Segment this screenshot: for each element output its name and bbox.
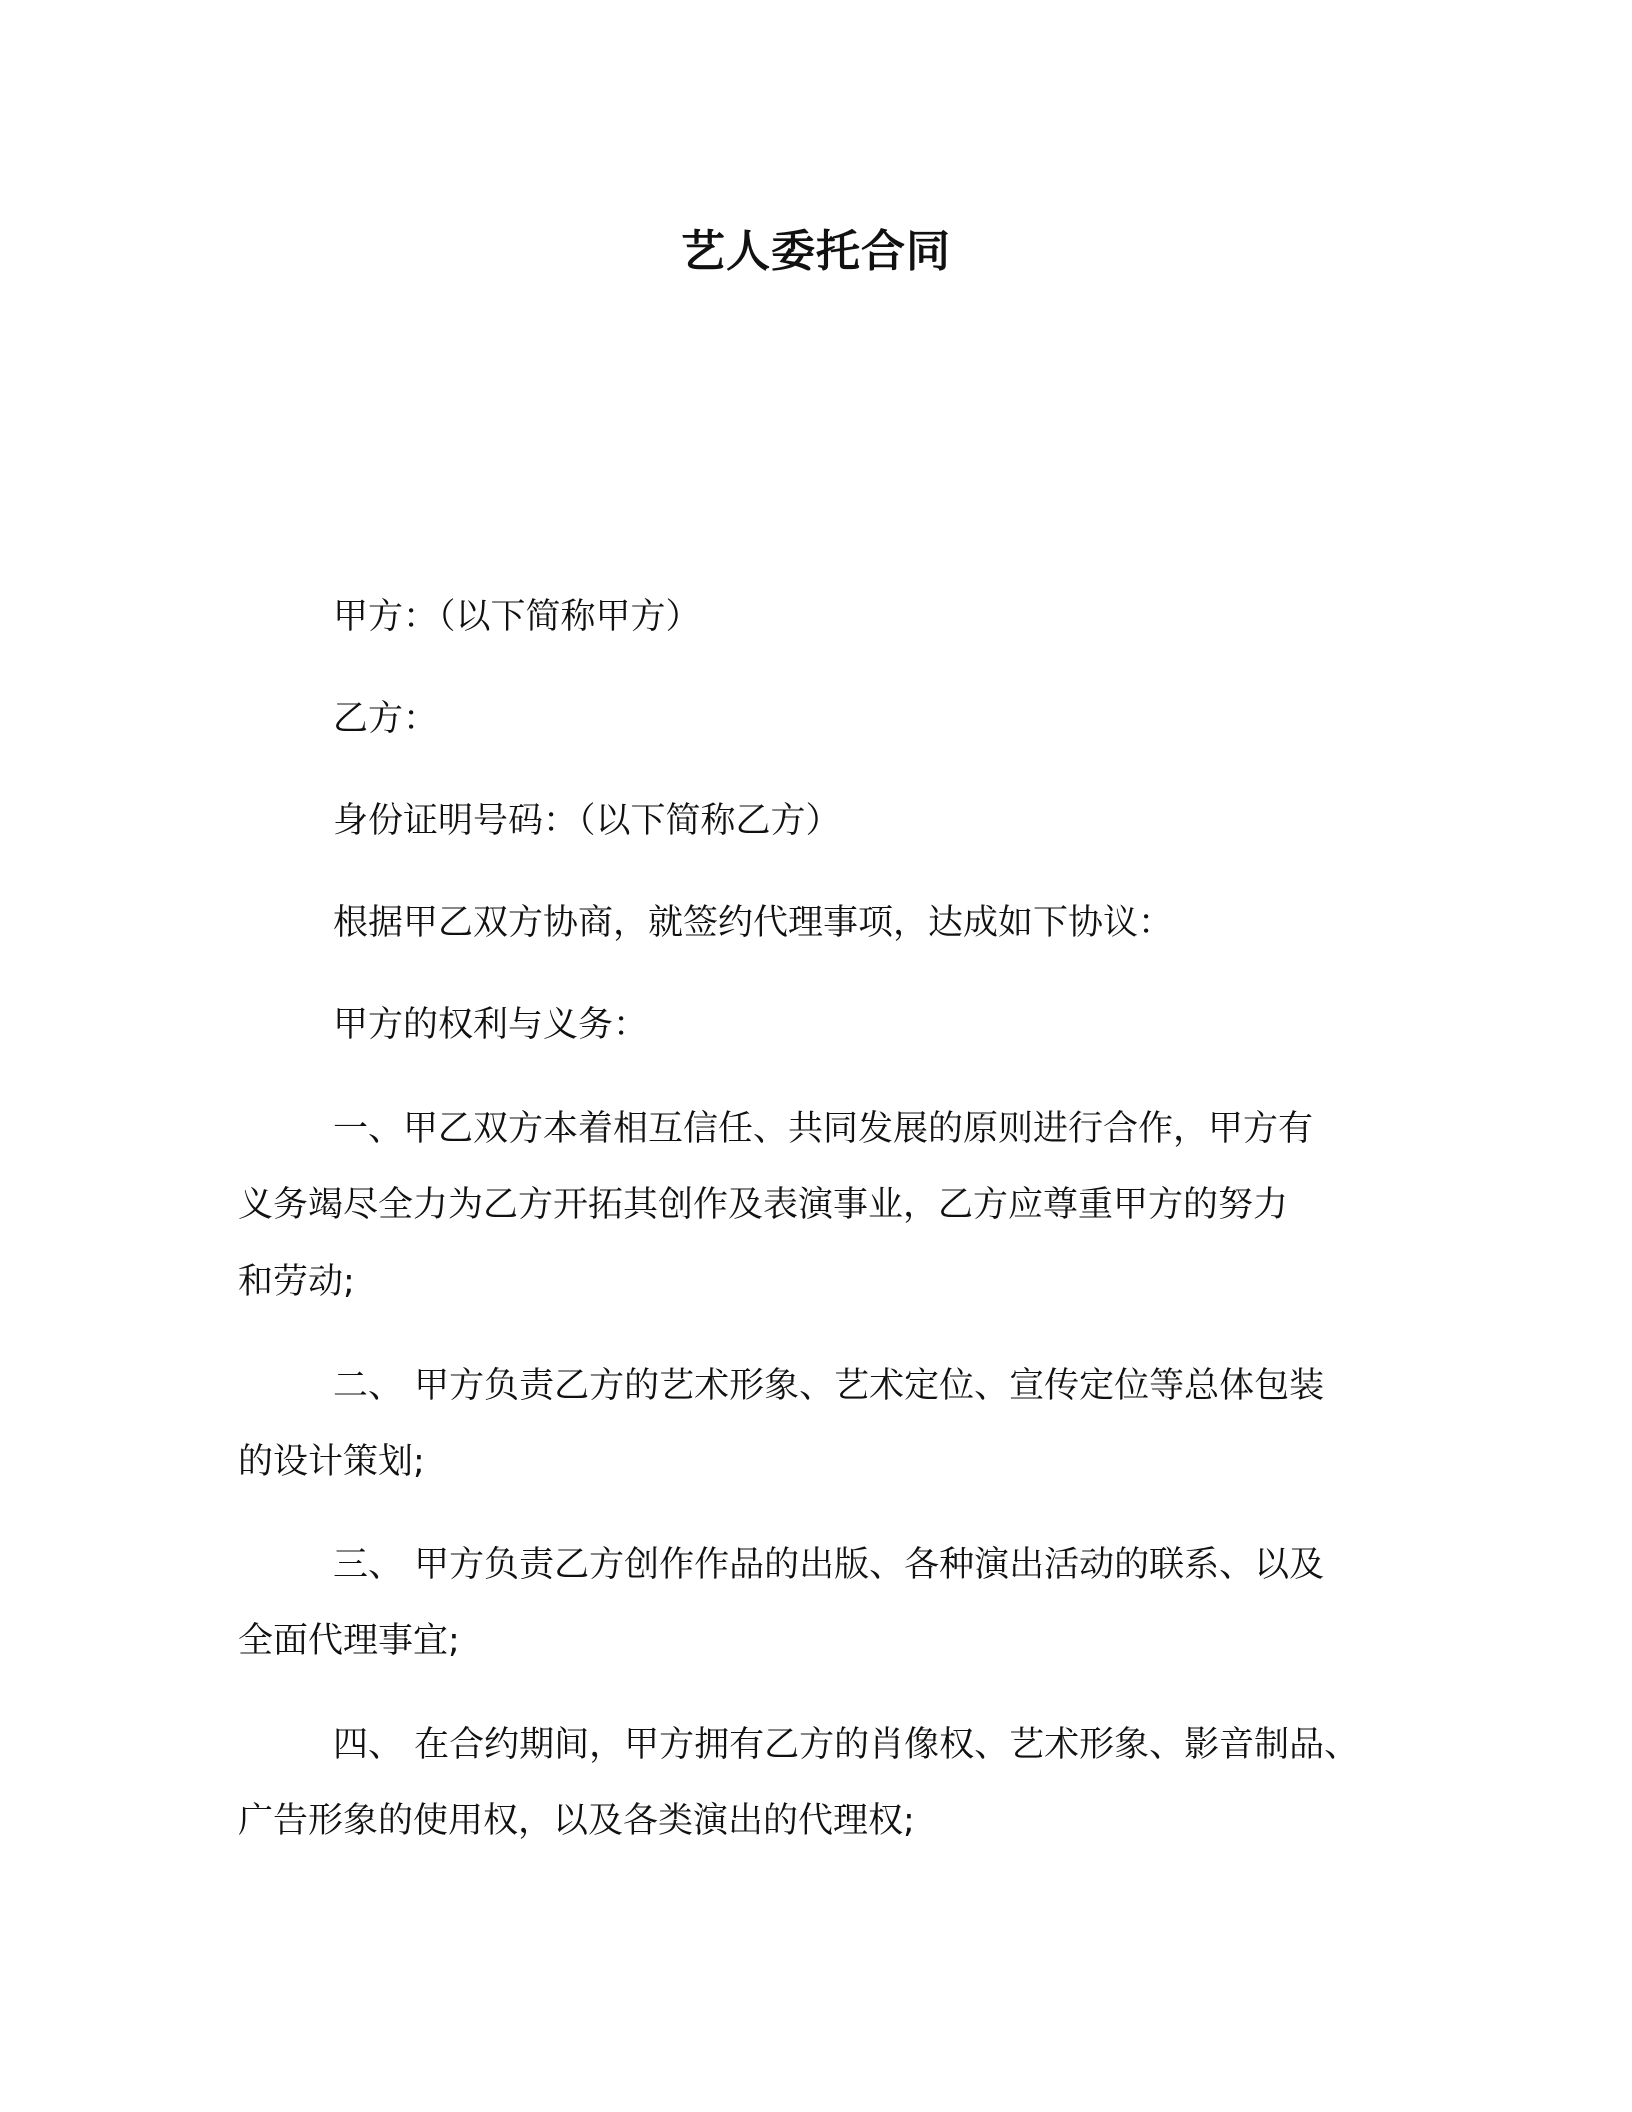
clause-3-line-1: 三、 甲方负责乙方创作作品的出版、各种演出活动的联系、以及 (333, 1545, 1325, 1585)
preamble-line: 根据甲乙双方协商，就签约代理事项，达成如下协议： (333, 903, 1174, 943)
clause-4-line-2: 广告形象的使用权，以及各类演出的代理权; (238, 1801, 915, 1841)
clause-2-line-2: 的设计策划; (238, 1442, 425, 1482)
clause-2-line-1: 二、 甲方负责乙方的艺术形象、艺术定位、宣传定位等总体包装 (333, 1366, 1325, 1406)
document-title: 艺人委托合同 (681, 226, 951, 277)
clause-1-line-2: 义务竭尽全力为乙方开拓其创作及表演事业，乙方应尊重甲方的努力 (238, 1185, 1289, 1225)
clause-1-line-1: 一、甲乙双方本着相互信任、共同发展的原则进行合作，甲方有 (333, 1109, 1314, 1149)
party-b-line: 乙方： (333, 699, 439, 739)
party-a-line: 甲方：（以下简称甲方） (333, 597, 701, 637)
clause-1-line-3: 和劳动; (238, 1262, 355, 1302)
section-heading: 甲方的权利与义务： (333, 1005, 649, 1045)
id-number-line: 身份证明号码：（以下简称乙方） (333, 801, 841, 841)
clause-3-line-2: 全面代理事宜; (238, 1621, 460, 1661)
clause-4-line-1: 四、 在合约期间，甲方拥有乙方的肖像权、艺术形象、影音制品、 (333, 1725, 1360, 1765)
